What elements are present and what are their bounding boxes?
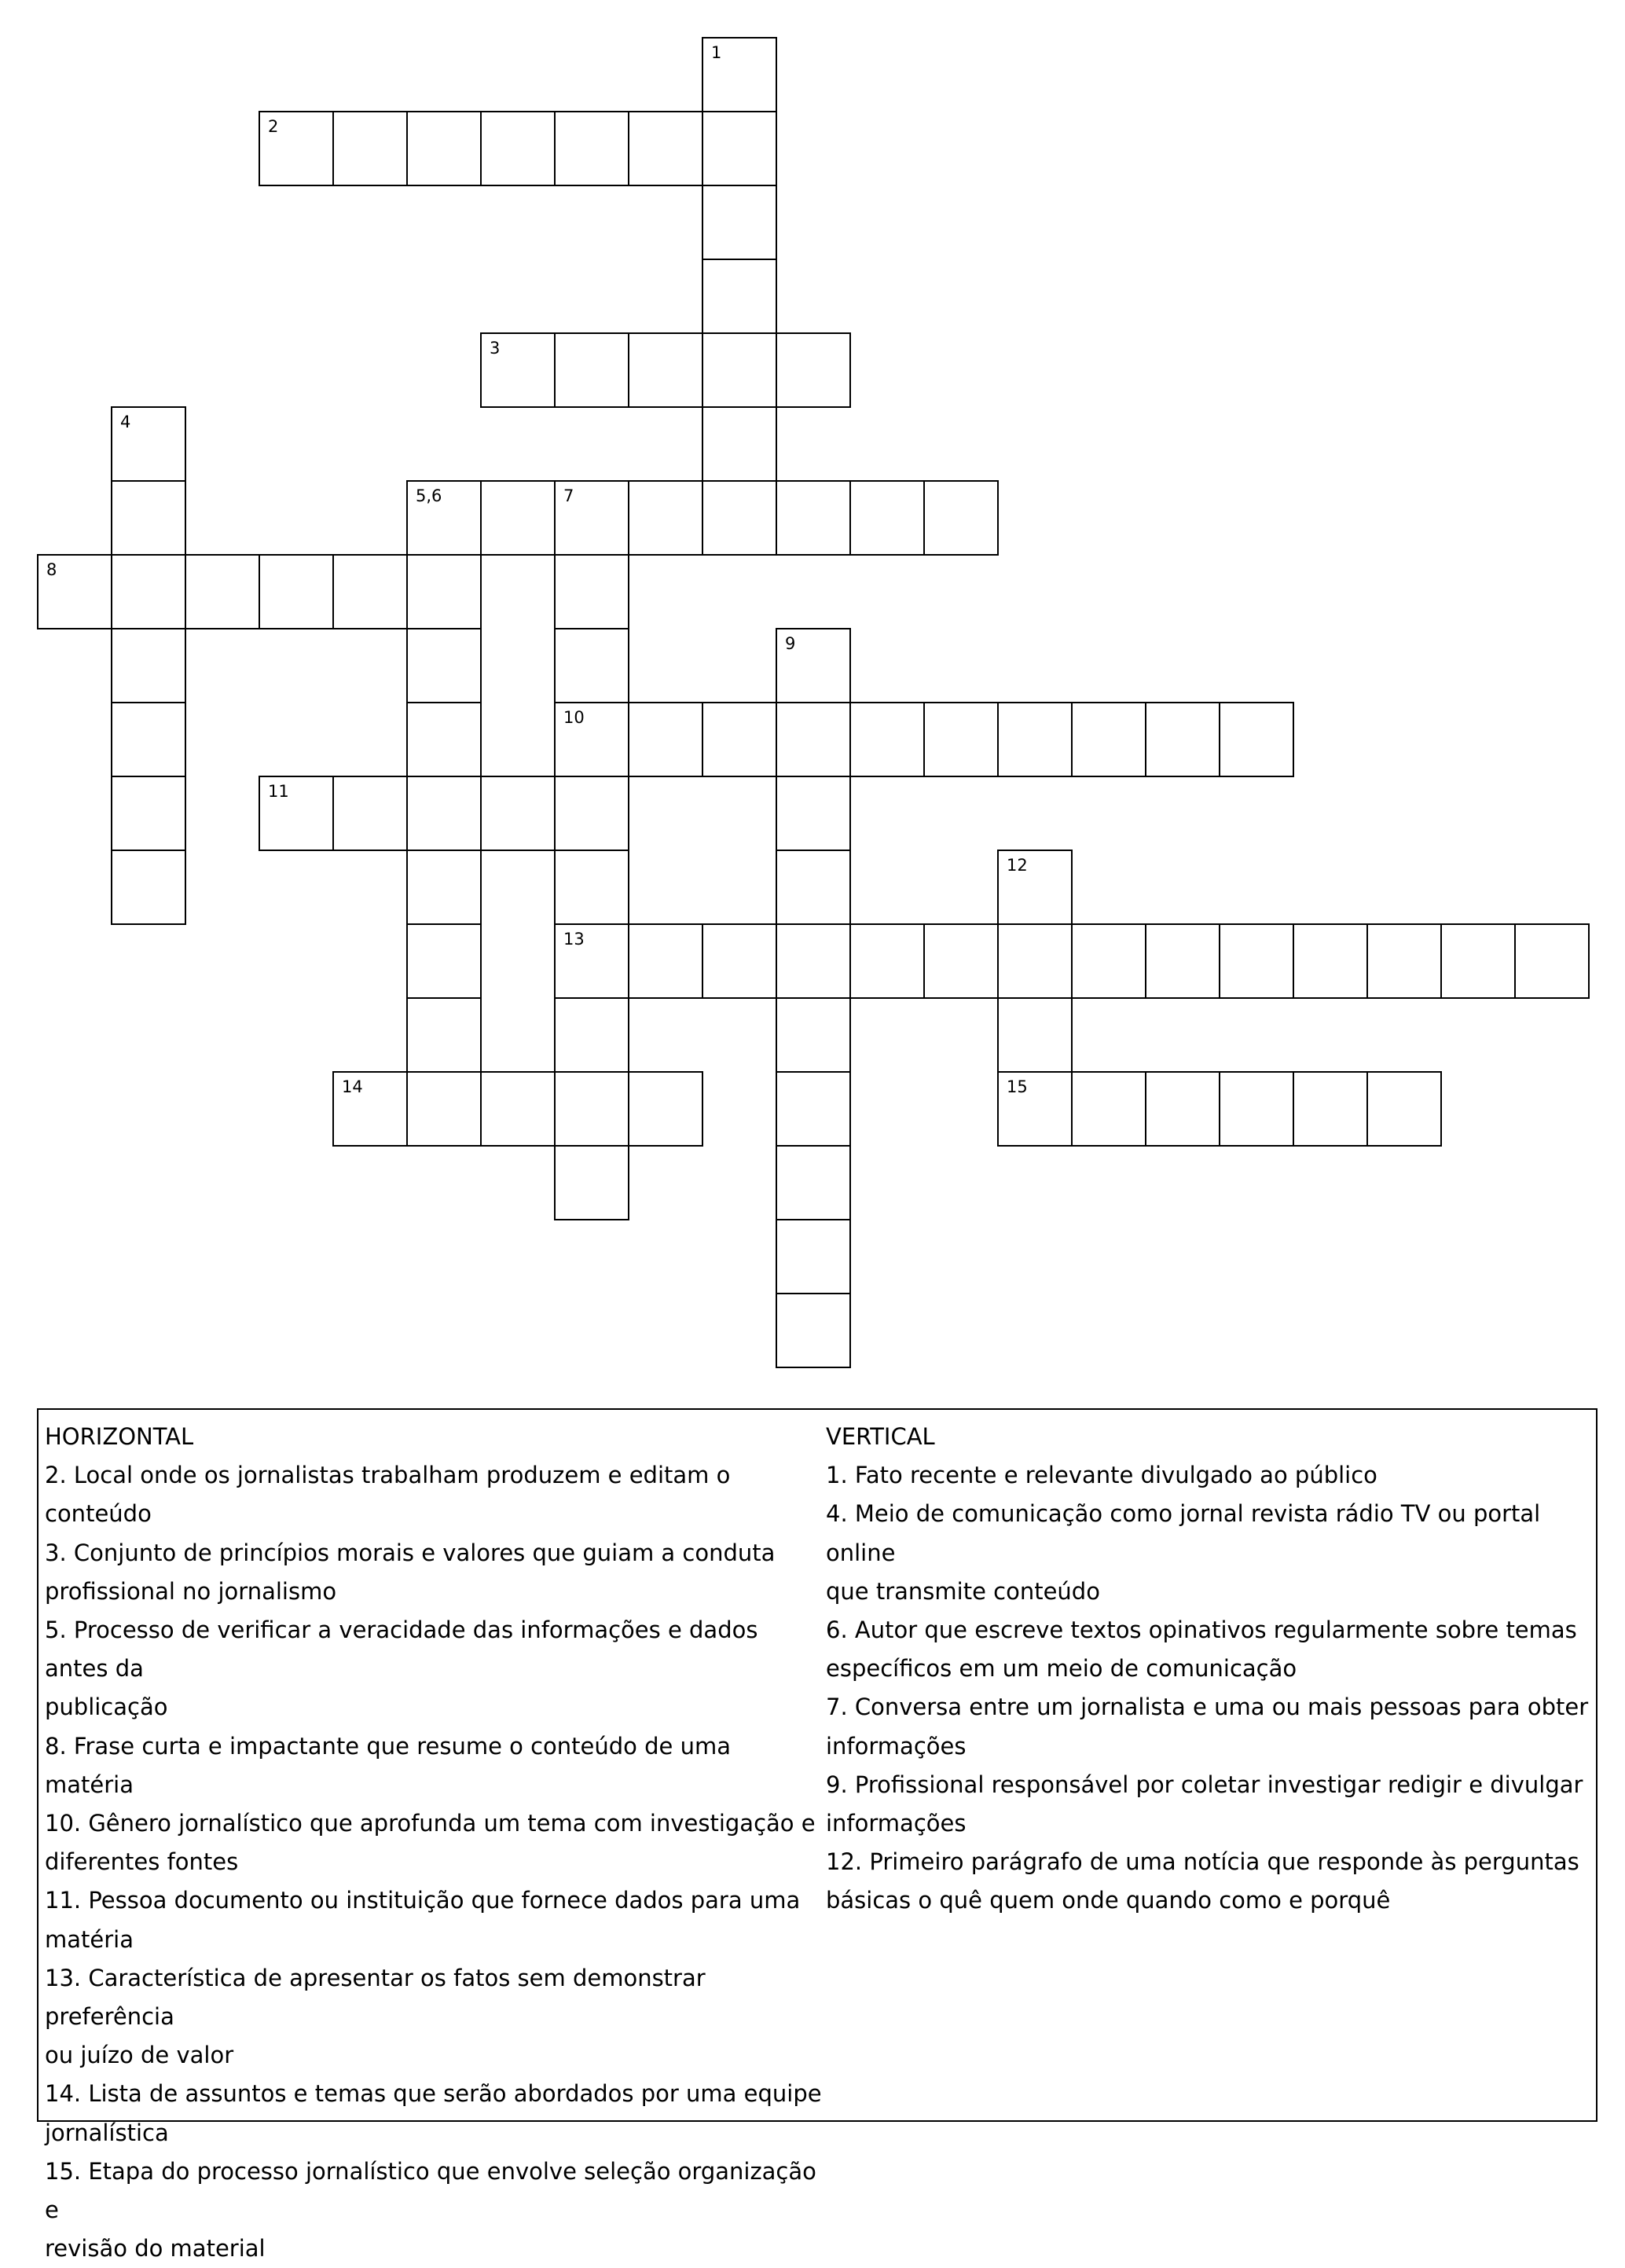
crossword-cell[interactable] [776, 997, 851, 1073]
crossword-cell[interactable] [997, 1071, 1073, 1147]
clue-number: 5,6 [416, 486, 442, 505]
clue-line: 7. Conversa entre um jornalista e uma ou mais pessoas para obter [826, 1694, 1589, 1721]
crossword-cell[interactable] [406, 850, 482, 925]
clue-number: 10 [563, 708, 585, 727]
crossword-cell[interactable] [111, 628, 186, 703]
crossword-cell[interactable] [406, 554, 482, 629]
crossword-cell[interactable] [776, 332, 851, 408]
crossword-cell[interactable] [332, 554, 408, 629]
crossword-cell[interactable] [1219, 1071, 1294, 1147]
crossword-cell[interactable] [628, 332, 703, 408]
crossword-cell[interactable] [776, 480, 851, 556]
clue-number: 2 [268, 117, 279, 136]
crossword-cell[interactable] [776, 702, 851, 777]
crossword-cell[interactable] [1145, 923, 1220, 999]
crossword-cell[interactable] [480, 332, 556, 408]
crossword-cell[interactable] [554, 1071, 629, 1147]
crossword-cell[interactable] [1219, 702, 1294, 777]
clue-line: 13. Característica de apresentar os fatos sem demonstrar preferência [45, 1964, 706, 2031]
vertical-heading: VERTICAL [826, 1423, 935, 1450]
crossword-cell[interactable] [997, 702, 1073, 777]
crossword-cell[interactable] [776, 776, 851, 851]
crossword-cell[interactable] [702, 259, 777, 334]
crossword-cell[interactable] [111, 554, 186, 629]
crossword-cell[interactable] [332, 111, 408, 186]
vertical-clues [826, 1418, 1592, 1921]
crossword-cell[interactable] [554, 776, 629, 851]
clue-line: 5. Processo de verificar a veracidade das informações e dados antes da [45, 1617, 758, 1683]
crossword-cell[interactable] [406, 997, 482, 1073]
crossword-cell[interactable] [1366, 1071, 1442, 1147]
clue-number: 14 [342, 1077, 363, 1096]
clue-number: 13 [563, 930, 585, 949]
crossword-cell[interactable] [1440, 923, 1516, 999]
crossword-cell[interactable] [923, 480, 999, 556]
crossword-cell[interactable] [702, 480, 777, 556]
clue-line: jornalística [45, 2119, 169, 2146]
crossword-cell[interactable] [628, 702, 703, 777]
clue-line: específicos em um meio de comunicação [826, 1655, 1297, 1683]
crossword-cell[interactable] [185, 554, 260, 629]
crossword-cell[interactable] [1293, 1071, 1368, 1147]
clue-line: publicação [45, 1694, 168, 1721]
crossword-cell[interactable] [628, 111, 703, 186]
crossword-cell[interactable] [554, 850, 629, 925]
crossword-cell[interactable] [554, 628, 629, 703]
clue-number: 11 [268, 782, 289, 801]
clue-line: básicas o quê quem onde quando como e porquê [826, 1887, 1391, 1914]
crossword-cell[interactable] [406, 1071, 482, 1147]
clue-line: 3. Conjunto de princípios morais e valores que guiam a conduta [45, 1539, 776, 1566]
crossword-cell[interactable] [111, 776, 186, 851]
crossword-cell[interactable] [406, 702, 482, 777]
crossword-cell[interactable] [480, 776, 556, 851]
horizontal-heading: HORIZONTAL [45, 1423, 194, 1450]
crossword-cell[interactable] [702, 702, 777, 777]
clue-line: 6. Autor que escreve textos opinativos regularmente sobre temas [826, 1617, 1577, 1644]
crossword-cell[interactable] [480, 1071, 556, 1147]
crossword-cell[interactable] [702, 37, 777, 112]
crossword-cell[interactable] [997, 850, 1073, 925]
clue-line: 14. Lista de assuntos e temas que serão abordados por uma equipe [45, 2080, 822, 2108]
crossword-cell[interactable] [406, 923, 482, 999]
crossword-cell[interactable] [1145, 1071, 1220, 1147]
crossword-cell[interactable] [259, 111, 334, 186]
crossword-cell[interactable] [554, 923, 629, 999]
clue-line: 2. Local onde os jornalistas trabalham produzem e editam o conteúdo [45, 1462, 731, 1528]
clue-number: 4 [120, 413, 131, 431]
clue-line: informações [826, 1732, 967, 1760]
crossword-cell[interactable] [849, 702, 925, 777]
crossword-cell[interactable] [776, 1145, 851, 1220]
horizontal-clues [45, 1418, 823, 2268]
clue-line: 12. Primeiro parágrafo de uma notícia que responde às perguntas [826, 1848, 1579, 1876]
clue-line: 9. Profissional responsável por coletar investigar redigir e divulgar [826, 1771, 1583, 1798]
clue-line: 8. Frase curta e impactante que resume o conteúdo de uma matéria [45, 1732, 732, 1798]
clue-number: 7 [563, 486, 574, 505]
crossword-cell[interactable] [111, 850, 186, 925]
crossword-cell[interactable] [628, 923, 703, 999]
crossword-cell[interactable] [997, 923, 1073, 999]
crossword-cell[interactable] [702, 406, 777, 482]
clue-line: diferentes fontes [45, 1848, 239, 1876]
crossword-cell[interactable] [1071, 1071, 1146, 1147]
clue-line: 10. Gênero jornalístico que aprofunda um tema com investigação e [45, 1810, 816, 1837]
crossword-cell[interactable] [111, 480, 186, 556]
clue-line: 15. Etapa do processo jornalístico que envolve seleção organização e [45, 2157, 816, 2224]
crossword-cell[interactable] [702, 185, 777, 260]
crossword-cell[interactable] [923, 702, 999, 777]
crossword-cell[interactable] [554, 332, 629, 408]
crossword-cell[interactable] [332, 776, 408, 851]
crossword-cell[interactable] [849, 480, 925, 556]
crossword-cell[interactable] [554, 1145, 629, 1220]
clue-line: matéria [45, 1925, 134, 1953]
crossword-cell[interactable] [776, 1071, 851, 1147]
crossword-cell[interactable] [259, 554, 334, 629]
crossword-cell[interactable] [849, 923, 925, 999]
clue-line: revisão do material [45, 2235, 266, 2262]
clue-line: 4. Meio de comunicação como jornal revista rádio TV ou portal online [826, 1500, 1541, 1566]
clue-number: 3 [490, 339, 501, 358]
crossword-cell[interactable] [1514, 923, 1590, 999]
crossword-cell[interactable] [406, 628, 482, 703]
clue-line: profissional no jornalismo [45, 1577, 337, 1605]
crossword-cell[interactable] [554, 111, 629, 186]
crossword-cell[interactable] [259, 776, 334, 851]
crossword-cell[interactable] [628, 480, 703, 556]
crossword-cell[interactable] [628, 1071, 703, 1147]
clue-number: 15 [1007, 1077, 1028, 1096]
clue-line: informações [826, 1810, 967, 1837]
crossword-cell[interactable] [37, 554, 112, 629]
crossword-cell[interactable] [1219, 923, 1294, 999]
crossword-cell[interactable] [480, 480, 556, 556]
clue-line: 11. Pessoa documento ou instituição que fornece dados para uma [45, 1887, 801, 1914]
clue-line: ou juízo de valor [45, 2042, 234, 2069]
crossword-cell[interactable] [1293, 923, 1368, 999]
crossword-cell[interactable] [111, 702, 186, 777]
crossword-cell[interactable] [554, 702, 629, 777]
crossword-cell[interactable] [554, 997, 629, 1073]
crossword-cell[interactable] [923, 923, 999, 999]
crossword-cell[interactable] [111, 406, 186, 482]
clue-number: 12 [1007, 856, 1028, 875]
crossword-cell[interactable] [776, 1219, 851, 1294]
crossword-cell[interactable] [406, 776, 482, 851]
crossword-cell[interactable] [554, 480, 629, 556]
crossword-cell[interactable] [1071, 702, 1146, 777]
crossword-cell[interactable] [702, 332, 777, 408]
crossword-cell[interactable] [776, 923, 851, 999]
crossword-cell[interactable] [554, 554, 629, 629]
crossword-cell[interactable] [1071, 923, 1146, 999]
crossword-cell[interactable] [1145, 702, 1220, 777]
crossword-cell[interactable] [480, 111, 556, 186]
crossword-cell[interactable] [776, 1293, 851, 1368]
clue-number: 1 [711, 43, 722, 62]
crossword-cell[interactable] [1366, 923, 1442, 999]
crossword-cell[interactable] [776, 628, 851, 703]
crossword-cell[interactable] [406, 480, 482, 556]
crossword-cell[interactable] [997, 997, 1073, 1073]
clues-box [37, 1408, 1597, 2262]
clue-line: 1. Fato recente e relevante divulgado ao público [826, 1462, 1377, 1489]
crossword-cell[interactable] [406, 111, 482, 186]
crossword-cell[interactable] [702, 923, 777, 999]
clue-number: 8 [46, 560, 57, 579]
crossword-cell[interactable] [332, 1071, 408, 1147]
crossword-cell[interactable] [702, 111, 777, 186]
clue-number: 9 [785, 634, 796, 653]
clue-line: que transmite conteúdo [826, 1577, 1100, 1605]
crossword-cell[interactable] [776, 850, 851, 925]
